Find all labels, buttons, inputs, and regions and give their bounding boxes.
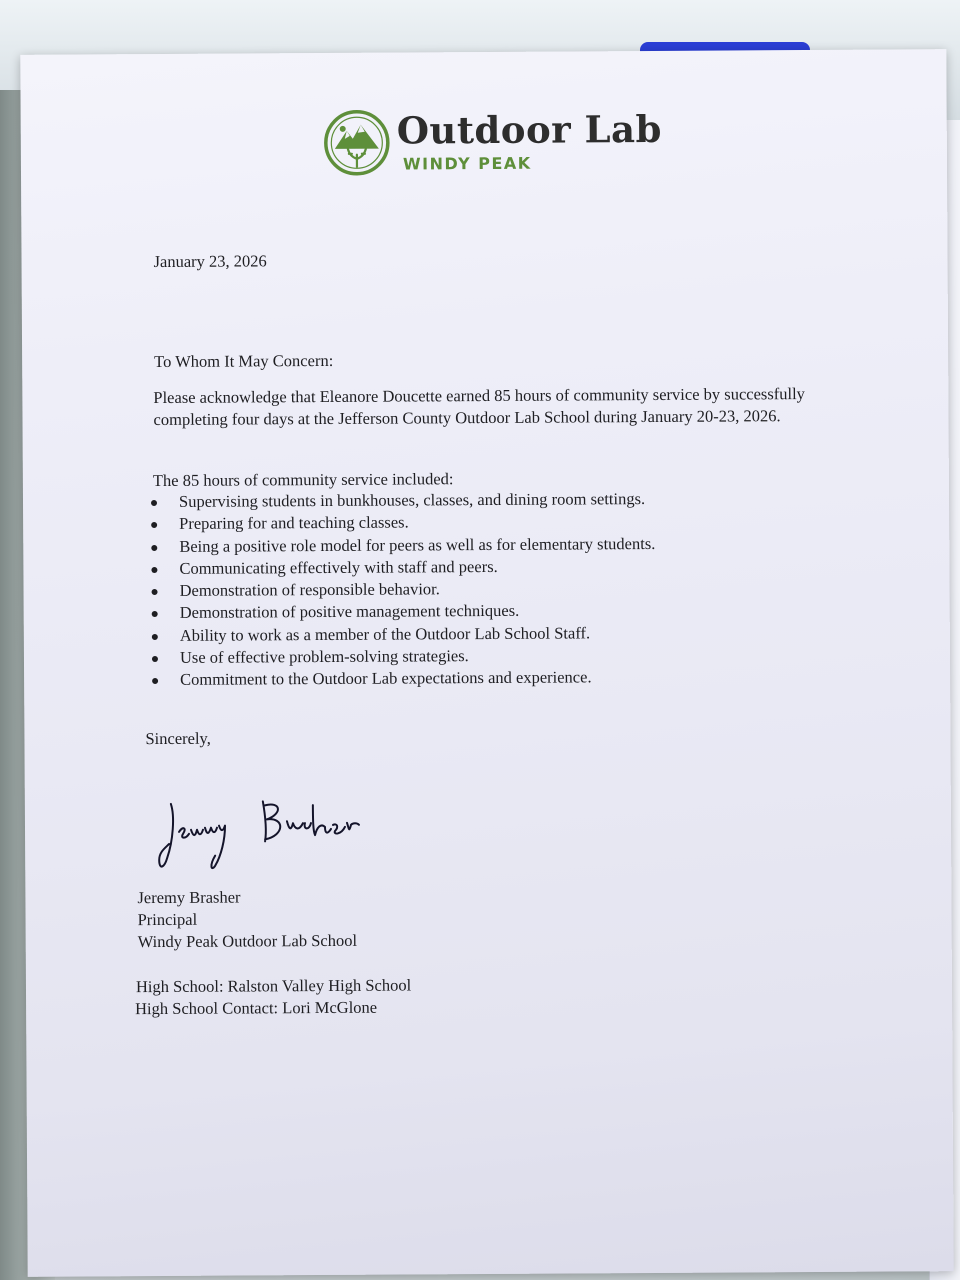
body-paragraph: Please acknowledge that Eleanore Doucette earned 85 hours of community service by successfully completing four days at the Jefferson County Outdoor Lab School during January 20-23, 2026.	[153, 384, 805, 429]
signer-title: Principal	[137, 909, 198, 930]
handwritten-signature	[153, 795, 364, 882]
letter-page	[20, 49, 953, 1277]
high-school: High School: Ralston Valley High School	[135, 975, 412, 997]
logo-title: Outdoor Lab	[396, 106, 663, 153]
list-item: Supervising students in bunkhouses, classes, and dining room settings.	[147, 488, 655, 513]
list-item: Preparing for and teaching classes.	[147, 510, 655, 535]
service-list	[147, 488, 656, 692]
list-item: Demonstration of responsible behavior.	[147, 577, 655, 602]
high-school-contact: High School Contact: Lori McGlone	[135, 997, 378, 1019]
salutation: To Whom It May Concern:	[154, 350, 334, 372]
outdoor-lab-logo	[323, 107, 683, 185]
mountain-antler-emblem-icon	[323, 109, 391, 177]
signer-name: Jeremy Brasher	[137, 887, 241, 908]
list-item: Use of effective problem-solving strategies.	[148, 644, 656, 669]
list-item: Communicating effectively with staff and peers.	[147, 555, 655, 580]
list-item: Demonstration of positive management techniques.	[148, 599, 656, 624]
list-item: Commitment to the Outdoor Lab expectations and experience.	[148, 666, 656, 691]
letter-date: January 23, 2026	[153, 251, 267, 272]
closing: Sincerely,	[145, 728, 211, 749]
logo-subtitle: WINDY PEAK	[402, 153, 532, 174]
signer-organization: Windy Peak Outdoor Lab School	[137, 930, 358, 952]
list-item: Ability to work as a member of the Outdoor Lab School Staff.	[148, 622, 656, 647]
list-intro: The 85 hours of community service included:	[152, 469, 454, 491]
list-item: Being a positive role model for peers as well as for elementary students.	[147, 533, 655, 558]
